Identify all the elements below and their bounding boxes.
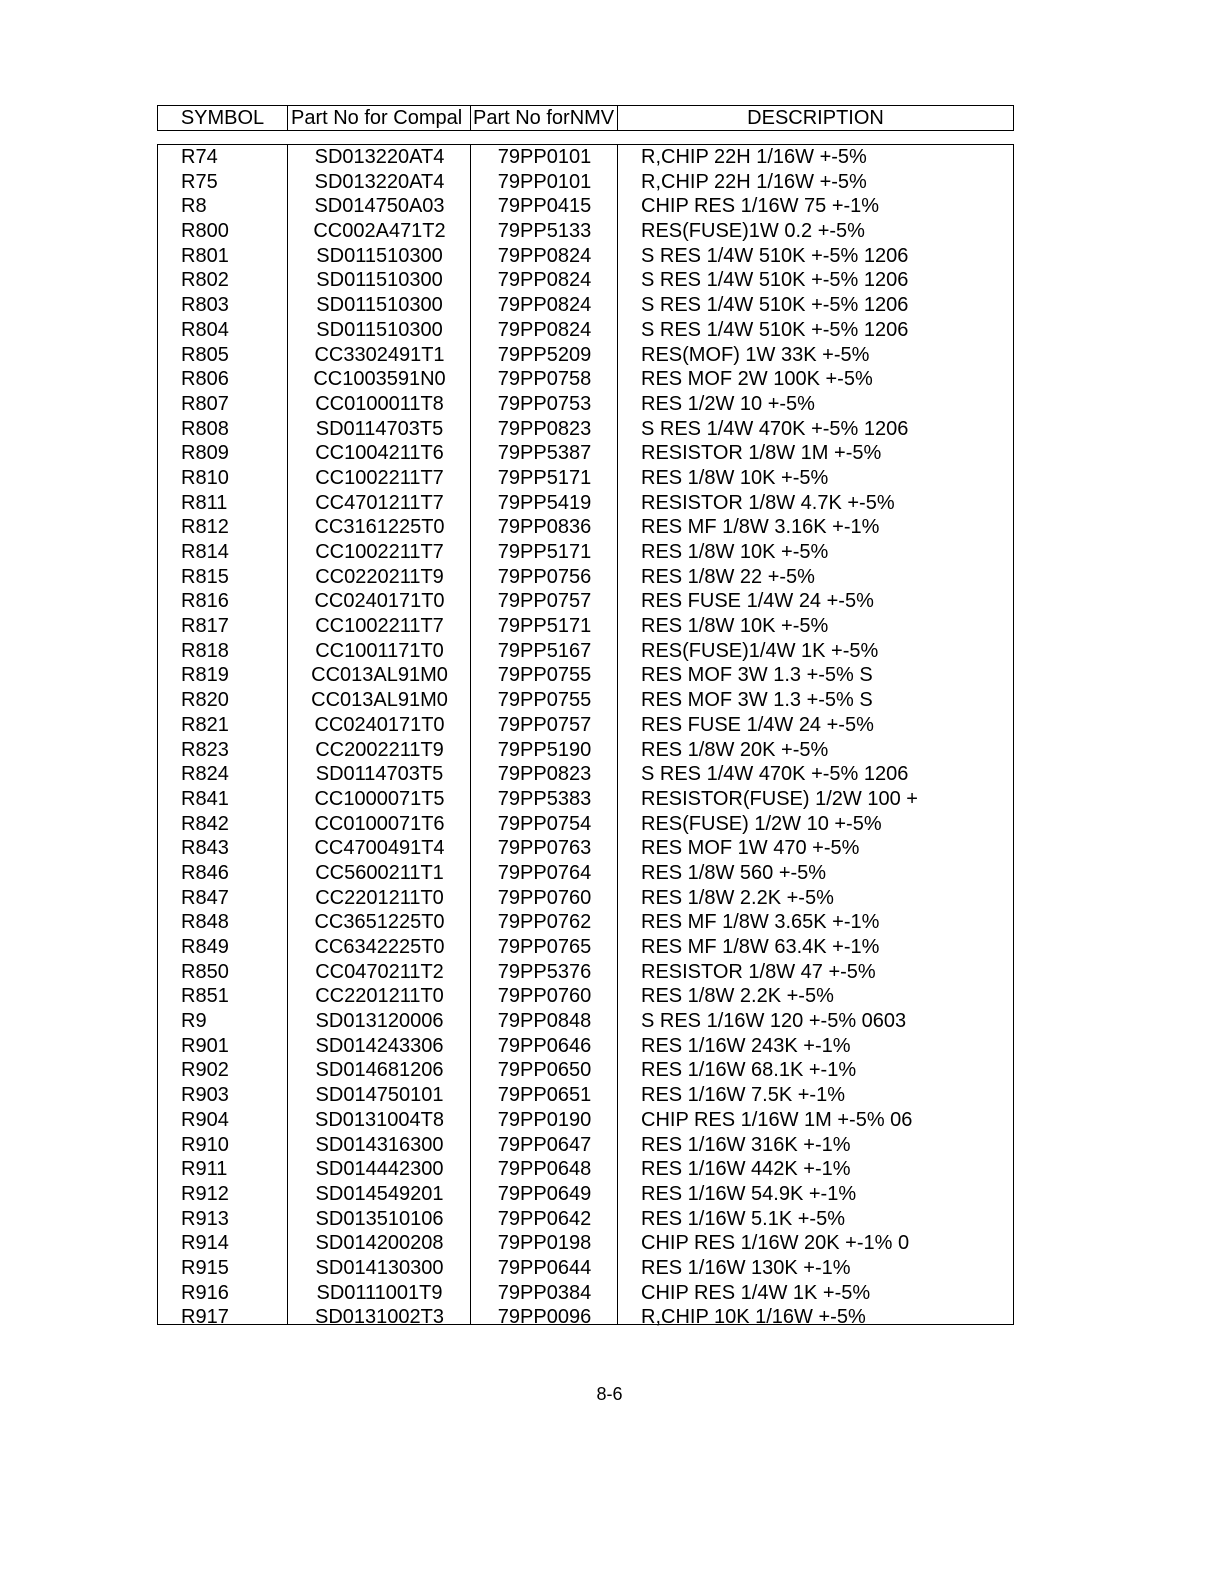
cell-description: RES(FUSE) 1/2W 10 +-5%	[641, 812, 882, 835]
cell-symbol: R850	[181, 960, 229, 983]
table-row	[158, 318, 1013, 343]
table-row	[158, 170, 1013, 195]
table-row	[158, 614, 1013, 639]
cell-part-nmv: 79PP0642	[497, 1207, 592, 1230]
cell-part-compal: SD014549201	[315, 1182, 444, 1205]
table-row	[158, 367, 1013, 392]
table-rows	[158, 145, 1013, 1330]
cell-part-nmv: 79PP5133	[497, 220, 592, 243]
cell-part-compal: SD011510300	[316, 269, 443, 292]
cell-description: RES 1/8W 22 +-5%	[641, 565, 815, 588]
cell-part-nmv: 79PP0755	[497, 664, 592, 687]
cell-description: S RES 1/4W 510K +-5% 1206	[641, 269, 909, 292]
cell-part-nmv: 79PP0415	[497, 195, 592, 218]
cell-description: RES FUSE 1/4W 24 +-5%	[641, 590, 874, 613]
cell-description: R,CHIP 10K 1/16W +-5%	[641, 1306, 866, 1329]
cell-part-nmv: 79PP0836	[497, 516, 592, 539]
table-row	[158, 268, 1013, 293]
cell-symbol: R817	[181, 615, 229, 638]
header-part-nmv: Part No forNMV	[471, 106, 618, 130]
cell-part-compal: CC002A471T2	[313, 220, 446, 243]
cell-symbol: R916	[181, 1281, 229, 1304]
table-row	[158, 565, 1013, 590]
cell-part-compal: SD014681206	[315, 1059, 444, 1082]
cell-symbol: R803	[181, 294, 229, 317]
cell-part-compal: CC1004211T6	[315, 442, 444, 465]
cell-part-nmv: 79PP0644	[497, 1256, 592, 1279]
table-row	[158, 663, 1013, 688]
table-row	[158, 293, 1013, 318]
cell-part-compal: CC013AL91M0	[311, 664, 448, 687]
cell-part-nmv: 79PP0762	[497, 911, 592, 934]
cell-part-nmv: 79PP0824	[497, 244, 592, 267]
cell-symbol: R910	[181, 1133, 229, 1156]
cell-part-nmv: 79PP0757	[497, 713, 592, 736]
cell-part-nmv: 79PP5387	[497, 442, 592, 465]
cell-description: RESISTOR 1/8W 4.7K +-5%	[641, 491, 895, 514]
cell-part-nmv: 79PP0848	[497, 1010, 592, 1033]
cell-description: RES 1/16W 5.1K +-5%	[641, 1207, 845, 1230]
cell-part-compal: CC0220211T9	[315, 565, 444, 588]
cell-part-nmv: 79PP0763	[497, 837, 592, 860]
cell-symbol: R823	[181, 738, 229, 761]
cell-part-compal: CC5600211T1	[315, 861, 444, 884]
cell-part-compal: SD014130300	[315, 1256, 444, 1279]
cell-part-compal: SD014316300	[315, 1133, 444, 1156]
cell-symbol: R804	[181, 318, 229, 341]
cell-description: RES 1/16W 54.9K +-1%	[641, 1182, 857, 1205]
cell-description: RES 1/8W 10K +-5%	[641, 466, 829, 489]
cell-description: RESISTOR 1/8W 47 +-5%	[641, 960, 876, 983]
cell-part-nmv: 79PP0824	[497, 318, 592, 341]
table-row	[158, 1157, 1013, 1182]
cell-part-nmv: 79PP0648	[497, 1158, 592, 1181]
cell-description: RES 1/8W 560 +-5%	[641, 861, 827, 884]
cell-part-nmv: 79PP0096	[497, 1306, 592, 1329]
cell-description: RES 1/16W 442K +-1%	[641, 1158, 851, 1181]
cell-part-compal: SD011510300	[316, 318, 443, 341]
cell-description: CHIP RES 1/4W 1K +-5%	[641, 1281, 871, 1304]
cell-description: RES MOF 1W 470 +-5%	[641, 837, 860, 860]
cell-description: RES MF 1/8W 63.4K +-1%	[641, 936, 880, 958]
cell-symbol: R812	[181, 516, 229, 539]
cell-symbol: R902	[181, 1059, 229, 1082]
table-row	[158, 145, 1013, 170]
cell-part-nmv: 79PP0101	[497, 146, 592, 168]
cell-description: RES 1/16W 243K +-1%	[641, 1034, 851, 1057]
table-row	[158, 960, 1013, 985]
table-row	[158, 1231, 1013, 1256]
cell-part-nmv: 79PP0649	[497, 1182, 592, 1205]
page-number: 8-6	[596, 1384, 623, 1404]
parts-table	[157, 144, 1014, 1329]
cell-description: RES 1/8W 20K +-5%	[641, 738, 829, 761]
cell-part-compal: CC1002211T7	[315, 541, 444, 563]
table-row	[158, 1108, 1013, 1133]
cell-symbol: R848	[181, 911, 229, 934]
cell-part-nmv: 79PP5376	[497, 960, 592, 983]
table-row	[158, 910, 1013, 935]
cell-symbol: R847	[181, 886, 229, 909]
cell-symbol: R806	[181, 368, 229, 391]
cell-part-nmv: 79PP0823	[497, 417, 592, 440]
cell-part-compal: SD0114703T5	[315, 763, 444, 786]
cell-part-nmv: 79PP0760	[497, 985, 592, 1008]
cell-part-nmv: 79PP0824	[497, 269, 592, 292]
cell-symbol: R912	[181, 1182, 229, 1205]
cell-description: S RES 1/4W 470K +-5% 1206	[641, 763, 909, 786]
cell-description: RES(MOF) 1W 33K +-5%	[641, 343, 870, 366]
cell-description: RESISTOR 1/8W 1M +-5%	[641, 442, 882, 465]
cell-symbol: R911	[181, 1158, 228, 1181]
cell-description: RES MOF 3W 1.3 +-5% S	[641, 664, 873, 687]
cell-part-nmv: 79PP5383	[497, 787, 592, 810]
cell-part-nmv: 79PP0101	[497, 170, 592, 193]
cell-description: RES(FUSE)1/4W 1K +-5%	[641, 639, 879, 662]
cell-part-nmv: 79PP0824	[497, 294, 592, 317]
cell-description: RES 1/16W 316K +-1%	[641, 1133, 851, 1156]
cell-part-compal: CC6342225T0	[314, 936, 445, 958]
cell-part-nmv: 79PP5209	[497, 343, 592, 366]
cell-part-compal: CC2002211T9	[315, 738, 444, 761]
cell-part-nmv: 79PP0765	[497, 936, 592, 958]
cell-description: RES 1/8W 2.2K +-5%	[641, 886, 834, 909]
table-row	[158, 1083, 1013, 1108]
table-row	[158, 1133, 1013, 1158]
table-header	[157, 105, 1014, 131]
cell-description: RES MOF 2W 100K +-5%	[641, 368, 873, 391]
cell-symbol: R800	[181, 220, 229, 243]
cell-symbol: R814	[181, 541, 229, 563]
cell-symbol: R811	[181, 491, 228, 514]
table-row	[158, 1058, 1013, 1083]
cell-description: CHIP RES 1/16W 75 +-1%	[641, 195, 880, 218]
table-row	[158, 1182, 1013, 1207]
header-symbol: SYMBOL	[158, 106, 288, 130]
table-row	[158, 738, 1013, 763]
cell-part-compal: CC0100071T6	[314, 812, 445, 835]
table-row	[158, 540, 1013, 565]
cell-symbol: R9	[181, 1010, 207, 1033]
cell-part-nmv: 79PP0756	[497, 565, 592, 588]
cell-part-nmv: 79PP0384	[497, 1281, 592, 1304]
cell-part-compal: SD013510106	[315, 1207, 444, 1230]
table-row	[158, 441, 1013, 466]
cell-part-compal: CC1002211T7	[315, 615, 444, 638]
cell-part-nmv: 79PP0646	[497, 1034, 592, 1057]
cell-symbol: R808	[181, 417, 229, 440]
cell-symbol: R802	[181, 269, 229, 292]
header-description: DESCRIPTION	[747, 107, 884, 129]
cell-description: S RES 1/4W 470K +-5% 1206	[641, 417, 909, 440]
cell-description: RES FUSE 1/4W 24 +-5%	[641, 713, 874, 736]
table-row	[158, 861, 1013, 886]
cell-symbol: R807	[181, 392, 229, 415]
cell-part-compal: CC2201211T0	[315, 985, 444, 1008]
table-row	[158, 343, 1013, 368]
table-row	[158, 639, 1013, 664]
cell-symbol: R913	[181, 1207, 229, 1230]
cell-part-compal: SD011510300	[316, 294, 443, 317]
cell-symbol: R821	[181, 713, 229, 736]
cell-symbol: R805	[181, 343, 229, 366]
cell-description: R,CHIP 22H 1/16W +-5%	[641, 146, 867, 168]
cell-symbol: R816	[181, 590, 229, 613]
cell-symbol: R851	[181, 985, 229, 1008]
table-row	[158, 466, 1013, 491]
table-row	[158, 1207, 1013, 1232]
cell-symbol: R841	[181, 787, 229, 810]
cell-part-nmv: 79PP0647	[497, 1133, 592, 1156]
cell-description: RES 1/8W 10K +-5%	[641, 615, 829, 638]
cell-part-compal: SD014750A03	[314, 195, 445, 218]
table-row	[158, 812, 1013, 837]
cell-part-compal: SD013220AT4	[314, 170, 445, 193]
cell-symbol: R74	[181, 146, 218, 168]
cell-symbol: R810	[181, 466, 229, 489]
cell-part-nmv: 79PP5171	[497, 466, 592, 489]
cell-symbol: R824	[181, 763, 229, 786]
table-row	[158, 1034, 1013, 1059]
cell-part-compal: CC0240171T0	[314, 590, 445, 613]
cell-symbol: R846	[181, 861, 229, 884]
cell-part-nmv: 79PP0755	[497, 689, 592, 712]
cell-description: RES MF 1/8W 3.16K +-1%	[641, 516, 880, 539]
cell-part-compal: SD013120006	[315, 1010, 444, 1033]
table-row	[158, 762, 1013, 787]
cell-part-compal: CC0100011T8	[315, 392, 444, 415]
table-row	[158, 491, 1013, 516]
table-row	[158, 1281, 1013, 1306]
cell-description: S RES 1/4W 510K +-5% 1206	[641, 318, 909, 341]
cell-part-nmv: 79PP0823	[497, 763, 592, 786]
cell-part-nmv: 79PP5419	[497, 491, 592, 514]
cell-part-compal: CC4700491T4	[314, 837, 445, 860]
cell-description: R,CHIP 22H 1/16W +-5%	[641, 170, 867, 193]
cell-description: CHIP RES 1/16W 1M +-5% 06	[641, 1108, 913, 1131]
cell-part-nmv: 79PP0764	[497, 861, 592, 884]
cell-part-compal: SD013220AT4	[314, 146, 445, 168]
table-row	[158, 1305, 1013, 1330]
cell-part-compal: CC3651225T0	[314, 911, 445, 934]
cell-description: RES(FUSE)1W 0.2 +-5%	[641, 220, 865, 243]
cell-description: S RES 1/16W 120 +-5% 0603	[641, 1010, 907, 1033]
cell-description: S RES 1/4W 510K +-5% 1206	[641, 294, 909, 317]
table-row	[158, 713, 1013, 738]
table-row	[158, 417, 1013, 442]
cell-part-nmv: 79PP5190	[497, 738, 592, 761]
header-part-compal: Part No for Compal	[288, 106, 471, 130]
cell-symbol: R8	[181, 195, 207, 218]
cell-part-compal: CC3302491T1	[314, 343, 445, 366]
cell-part-nmv: 79PP0760	[497, 886, 592, 909]
cell-description: RESISTOR(FUSE) 1/2W 100 +	[641, 787, 918, 810]
cell-symbol: R849	[181, 936, 229, 958]
cell-part-compal: SD011510300	[316, 244, 443, 267]
table-row	[158, 589, 1013, 614]
cell-symbol: R843	[181, 837, 229, 860]
cell-description: RES MF 1/8W 3.65K +-1%	[641, 911, 880, 934]
cell-description: RES 1/8W 10K +-5%	[641, 541, 829, 563]
cell-part-compal: CC1003591N0	[313, 368, 446, 391]
cell-part-compal: CC4701211T7	[315, 491, 444, 514]
cell-part-nmv: 79PP0190	[497, 1108, 592, 1131]
cell-part-compal: CC1002211T7	[315, 466, 444, 489]
cell-part-compal: SD014442300	[315, 1158, 444, 1181]
table-row	[158, 1009, 1013, 1034]
cell-part-compal: CC0470211T2	[315, 960, 444, 983]
cell-description: S RES 1/4W 510K +-5% 1206	[641, 244, 909, 267]
cell-symbol: R917	[181, 1306, 229, 1329]
cell-symbol: R815	[181, 565, 229, 588]
table-row	[158, 787, 1013, 812]
table-row	[158, 219, 1013, 244]
cell-symbol: R903	[181, 1084, 229, 1107]
cell-part-compal: SD014243306	[315, 1034, 444, 1057]
cell-part-nmv: 79PP5171	[497, 615, 592, 638]
table-row	[158, 515, 1013, 540]
cell-part-nmv: 79PP0754	[497, 812, 592, 835]
cell-part-nmv: 79PP0758	[497, 368, 592, 391]
cell-symbol: R818	[181, 639, 229, 662]
cell-description: RES 1/2W 10 +-5%	[641, 392, 815, 415]
table-row	[158, 836, 1013, 861]
cell-symbol: R904	[181, 1108, 229, 1131]
cell-symbol: R819	[181, 664, 229, 687]
cell-part-nmv: 79PP0757	[497, 590, 592, 613]
cell-part-compal: CC2201211T0	[315, 886, 444, 909]
table-row	[158, 688, 1013, 713]
cell-part-nmv: 79PP0198	[497, 1232, 592, 1255]
cell-description: RES MOF 3W 1.3 +-5% S	[641, 689, 873, 712]
cell-symbol: R809	[181, 442, 229, 465]
table-row	[158, 935, 1013, 960]
cell-part-compal: CC0240171T0	[314, 713, 445, 736]
table-row	[158, 1256, 1013, 1281]
cell-part-compal: SD0114703T5	[315, 417, 444, 440]
table-row	[158, 194, 1013, 219]
cell-symbol: R915	[181, 1256, 229, 1279]
cell-part-compal: CC3161225T0	[314, 516, 445, 539]
cell-part-compal: CC013AL91M0	[311, 689, 448, 712]
cell-symbol: R842	[181, 812, 229, 835]
cell-symbol: R801	[181, 244, 229, 267]
cell-description: RES 1/16W 68.1K +-1%	[641, 1059, 857, 1082]
cell-symbol: R914	[181, 1232, 229, 1255]
cell-part-nmv: 79PP0753	[497, 392, 592, 415]
cell-symbol: R901	[181, 1034, 229, 1057]
cell-description: CHIP RES 1/16W 20K +-1% 0	[641, 1232, 910, 1255]
cell-part-nmv: 79PP5171	[497, 541, 592, 563]
cell-symbol: R820	[181, 689, 229, 712]
cell-description: RES 1/8W 2.2K +-5%	[641, 985, 834, 1008]
cell-part-nmv: 79PP0651	[497, 1084, 592, 1107]
cell-part-compal: CC1000071T5	[314, 787, 445, 810]
cell-description: RES 1/16W 7.5K +-1%	[641, 1084, 845, 1107]
cell-part-compal: CC1001171T0	[315, 639, 444, 662]
cell-part-compal: SD0111001T9	[316, 1281, 443, 1304]
cell-part-compal: SD014750101	[315, 1084, 444, 1107]
cell-part-compal: SD0131004T8	[315, 1108, 444, 1131]
table-row	[158, 244, 1013, 269]
table-row	[158, 984, 1013, 1009]
cell-description: RES 1/16W 130K +-1%	[641, 1256, 851, 1279]
table-row	[158, 886, 1013, 911]
table-row	[158, 392, 1013, 417]
cell-part-compal: SD0131002T3	[315, 1306, 444, 1329]
cell-part-nmv: 79PP0650	[497, 1059, 592, 1082]
cell-part-compal: SD014200208	[315, 1232, 444, 1255]
cell-part-nmv: 79PP5167	[497, 639, 592, 662]
cell-symbol: R75	[181, 170, 218, 193]
